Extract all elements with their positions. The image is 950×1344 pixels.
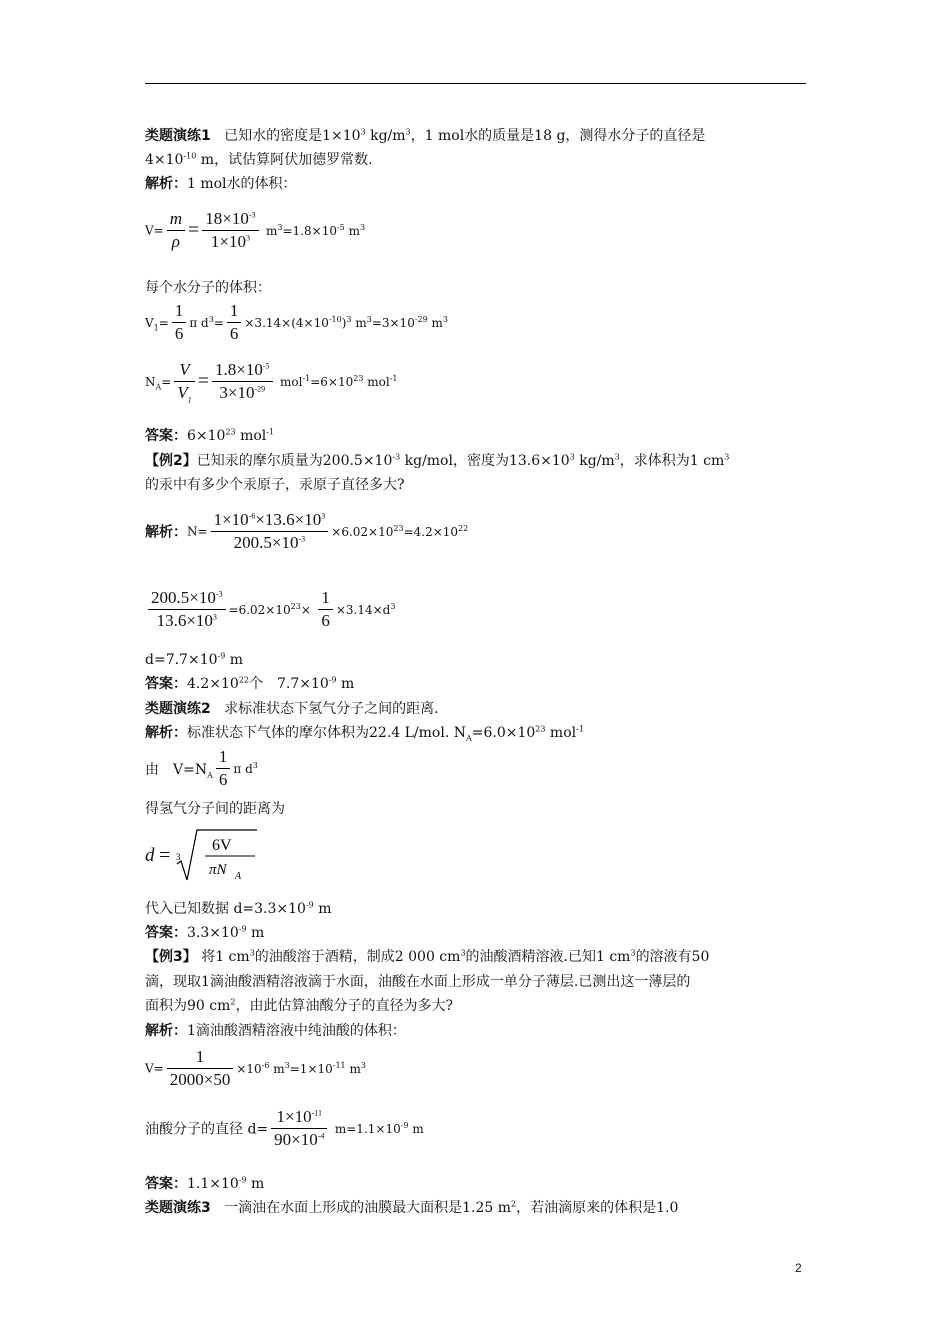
example-3-line-2: 滴，现取1滴油酸酒精溶液滴于水面，油酸在水面上形成一单分子薄层.已测出这一薄层的 [145,974,691,990]
root-denominator-subscript: A [234,871,241,882]
fraction: $\frac{1.8\times 10^{-5}}{3\times 10^{-29}}$ [212,359,273,404]
distance-label: 得氢气分子间的距离为 [145,801,285,817]
fraction: $\frac{1}{2000\times 50}$ [167,1046,234,1091]
diameter-result: $d=7.7\times 10^{-9}$ m [145,651,244,668]
solution-2-line: 解析：标准状态下气体的摩尔体积为22.4 L/mol. $N_A=6.0\times 10^{23}$ mol$^{-1}$ [145,724,584,743]
formula-v1: $V_1=$ $\frac{1}{6}$ π $d^3=$ $\frac{1}{6}$ $\times 3.14\times(4\times 10^{-10})^3$ $m^3=3\times 10^{-29}$ $m^3$ [145,301,449,343]
example-3-line-1: 【例3】 将1 $cm^3$的油酸溶于酒精，制成2 000 $cm^3$的油酸酒精溶液.已知1 $cm^3$的溶液有50 [145,948,710,965]
practice-3-label: 类题演练3 [145,1200,211,1216]
formula-n: 解析：N= $\frac{1\times 10^{-6}\times 13.6\times 10^3}{200.5\times 10^{-3}}$ $\times 6.02\times 10^{23}=4.2\times 10^{22}$ [145,510,469,552]
fraction: $\frac{V}{V_1}$ [174,359,194,404]
practice-1-line-1: 类题演练1 已知水的密度是$1\times 10^3$ $kg/m^3$，1 mol水的质量是18 g，测得水分子的直径是 [145,127,706,144]
example-2-label: 【例2】 [145,453,197,469]
fraction: $\frac{1\times 10^{-6}\times 13.6\times 10^3}{200.5\times 10^{-3}}$ [211,509,329,554]
header-rule [145,83,806,84]
root-index: 3 [175,852,181,862]
substitute-line: 代入已知数据 $d=3.3\times 10^{-9}$ m [145,900,332,917]
page-number: 2 [795,1261,802,1275]
answer-1: 答案：$6\times 10^{23}$ mol$^{-1}$ [145,427,275,444]
fraction: $\frac{1}{6}$ [227,300,242,345]
formula-v: V= $\frac{m}{\rho}$ = $\frac{18\times 10^{-3}}{1\times 10^3}$ $m^3=1.8\times 10^{-5}$ $m^3$ [145,209,366,251]
cube-root [175,828,259,884]
radical-sign [175,828,259,884]
fraction: $\frac{200.5\times 10^{-3}}{13.6\times 10^3}$ [148,587,226,632]
fraction: $\frac{m}{\rho}$ [167,208,185,253]
formula-by: 由 $V=N_A$ $\frac{1}{6}$ π $d^3$ [145,747,258,789]
practice-1-label: 类题演练1 [145,128,211,144]
answer-2: 答案：$4.2\times 10^{22}$个 $7.7\times 10^{-9}$ m [145,675,355,692]
fraction: $\frac{1}{6}$ [216,746,231,791]
fraction: $\frac{18\times 10^{-3}}{1\times 10^3}$ [202,208,258,253]
example-2-line-2: 的汞中有多少个汞原子，汞原子直径多大? [145,477,405,493]
example-3-line-3: 面积为90 $cm^2$，由此估算油酸分子的直径为多大? [145,997,453,1014]
answer-3: 答案：$3.3\times 10^{-9}$ m [145,924,265,941]
practice-3-line: 类题演练3 一滴油在水面上形成的油膜最大面积是1.25 $m^2$，若油滴原来的体积是1.0 [145,1199,679,1216]
molecule-volume-label: 每个水分子的体积： [145,280,271,296]
formula-volume-relation: $\frac{200.5\times 10^{-3}}{13.6\times 10^3}$ $=6.02\times 10^{23}\times$ $\frac{1}{6}$ $\times 3.14\times d^3$ [145,587,395,632]
solution-3-line: 解析：1滴油酸酒精溶液中纯油酸的体积： [145,1023,406,1039]
formula-oil-diameter: 油酸分子的直径 d= $\frac{1\times 10^{-11}}{90\times 10^{-4}}$ $m=1.1\times 10^{-9}$ m [145,1107,424,1149]
solution-1-line: 解析：1 mol水的体积： [145,176,297,192]
practice-2-label: 类题演练2 [145,701,211,717]
root-numerator: 6V [211,837,232,854]
example-3-label: 【例3】 [145,949,197,965]
practice-1-line-2: $4\times 10^{-10}$ m，试估算阿伏加德罗常数. [145,151,373,168]
fraction: $\frac{1}{6}$ [318,587,333,632]
formula-na: $N_A=$ $\frac{V}{V_1}$ = $\frac{1.8\times 10^{-5}}{3\times 10^{-29}}$ $mol^{-1}=6\times 10^{23}$ mol$^{-1}$ [145,360,398,405]
practice-2-line: 类题演练2 求标准状态下氢气分子之间的距离. [145,701,439,717]
root-denominator: πN [208,862,227,878]
formula-cube-root: d = 3 6V πN A [145,828,259,884]
answer-4: 答案：$1.1\times 10^{-9}$ m [145,1175,265,1192]
fraction: $\frac{1\times 10^{-11}}{90\times 10^{-4}}$ [271,1106,327,1151]
example-2-line-1: 【例2】已知汞的摩尔质量为$200.5\times 10^{-3}$ kg/mol，密度为$13.6\times 10^3$ $kg/m^3$，求体积为1 $cm^3$ [145,452,730,469]
formula-oil-volume: V= $\frac{1}{2000\times 50}$ $\times 10^{-6}$ $m^3=1\times 10^{-11}$ $m^3$ [145,1047,366,1089]
fraction: $\frac{1}{6}$ [172,300,187,345]
